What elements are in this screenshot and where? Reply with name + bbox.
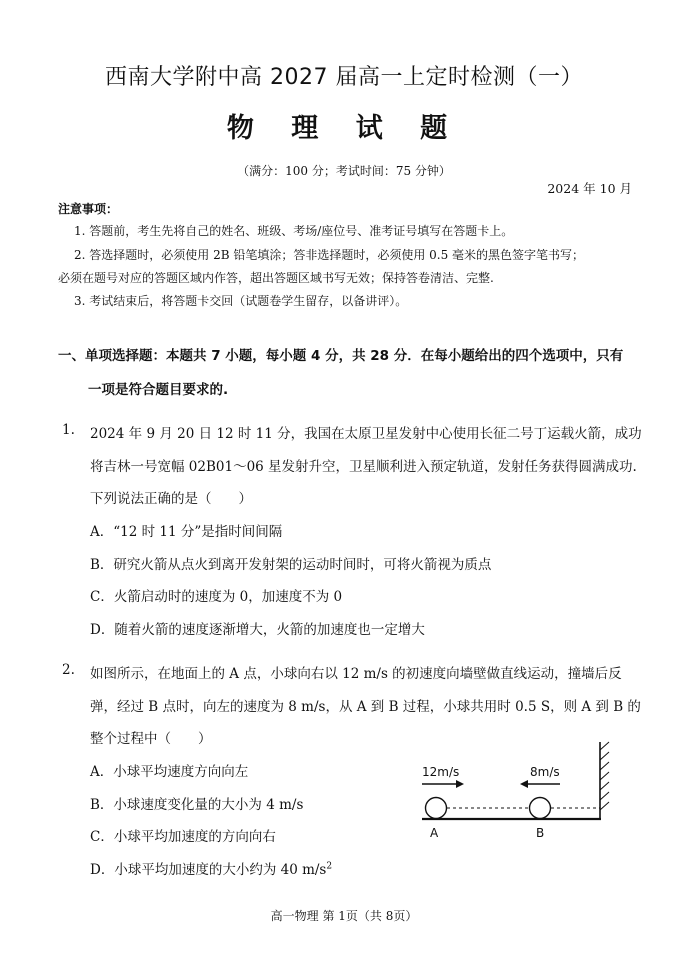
arrow-right-head <box>456 780 464 788</box>
page-footer: 高一物理 第 1页（共 8页） <box>270 909 418 923</box>
point-a-label: A <box>430 826 439 840</box>
option-d-superscript: 2 <box>326 861 333 872</box>
notice-line: 必须在题号对应的答题区域内作答，超出答题区域书写无效；保持答卷清洁、完整. <box>58 271 494 285</box>
notice-line: 1. 答题前，考生先将自己的姓名、班级、考场/座位号、准考证号填写在答题卡上。 <box>74 224 514 238</box>
option-c: C．火箭启动时的速度为 0，加速度不为 0 <box>90 589 343 605</box>
velocity-label-b: 8m/s <box>530 765 560 779</box>
option-c: C．小球平均加速度的方向向右 <box>90 829 276 845</box>
exam-title: 西南大学附中高 2027 届高一上定时检测（一） <box>105 65 583 90</box>
question-number: 1. <box>62 422 75 438</box>
option-a: A．“12 时 11 分”是指时间间隔 <box>90 524 283 540</box>
section-heading: 一、单项选择题：本题共 7 小题，每小题 4 分，共 28 分．在每小题给出的四个选项中，只有 <box>58 348 624 364</box>
ball-a <box>426 798 447 819</box>
notice-line: 2. 答选择题时，必须使用 2B 铅笔填涂；答非选择题时，必须使用 0.5 毫米的黑色签字笔书写； <box>74 248 585 262</box>
option-d: D．随着火箭的速度逐渐增大，火箭的加速度也一定增大 <box>90 622 425 638</box>
option-b: B．研究火箭从点火到离开发射架的运动时间时，可将火箭视为质点 <box>90 557 492 573</box>
point-b-label: B <box>536 826 545 840</box>
question-stem: 整个过程中（ ） <box>90 731 212 747</box>
section-heading-cont: 一项是符合题目要求的. <box>88 382 229 398</box>
notice-heading: 注意事项： <box>58 202 119 216</box>
exam-meta: （满分：100 分；考试时间：75 分钟） <box>237 164 451 178</box>
wall-hatch <box>600 742 609 810</box>
question-stem: 2024 年 9 月 20 日 12 时 11 分，我国在太原卫星发射中心使用长征二号丁运载火箭，成功 <box>90 426 642 442</box>
option-d <box>90 858 332 878</box>
option-a: A．小球平均速度方向向左 <box>90 764 249 780</box>
question-stem: 下列说法正确的是（ ） <box>90 491 252 507</box>
arrow-left-head <box>520 780 528 788</box>
option-d-text: D．小球平均加速度的大小约为 40 m/s <box>90 862 327 878</box>
motion-figure <box>410 738 630 848</box>
question-stem: 弹，经过 B 点时，向左的速度为 8 m/s，从 A 到 B 过程，小球共用时 0.5 S，则 A 到 B 的 <box>90 699 641 715</box>
option-b: B．小球速度变化量的大小为 4 m/s <box>90 797 304 813</box>
question-stem: 将吉林一号宽幅 02B01～06 星发射升空，卫星顺利进入预定轨道，发射任务获得圆满成功. <box>90 459 637 475</box>
exam-date: 2024 年 10 月 <box>547 181 632 196</box>
notice-line: 3. 考试结束后，将答题卡交回（试题卷学生留存，以备讲评）。 <box>74 294 408 308</box>
question-stem: 如图所示，在地面上的 A 点，小球向右以 12 m/s 的初速度向墙壁做直线运动，撞墙后反 <box>90 666 622 682</box>
velocity-label-a: 12m/s <box>422 765 460 779</box>
subject-title: 物 理 试 题 <box>226 113 462 144</box>
question-number: 2. <box>62 662 75 678</box>
ball-b <box>530 798 551 819</box>
